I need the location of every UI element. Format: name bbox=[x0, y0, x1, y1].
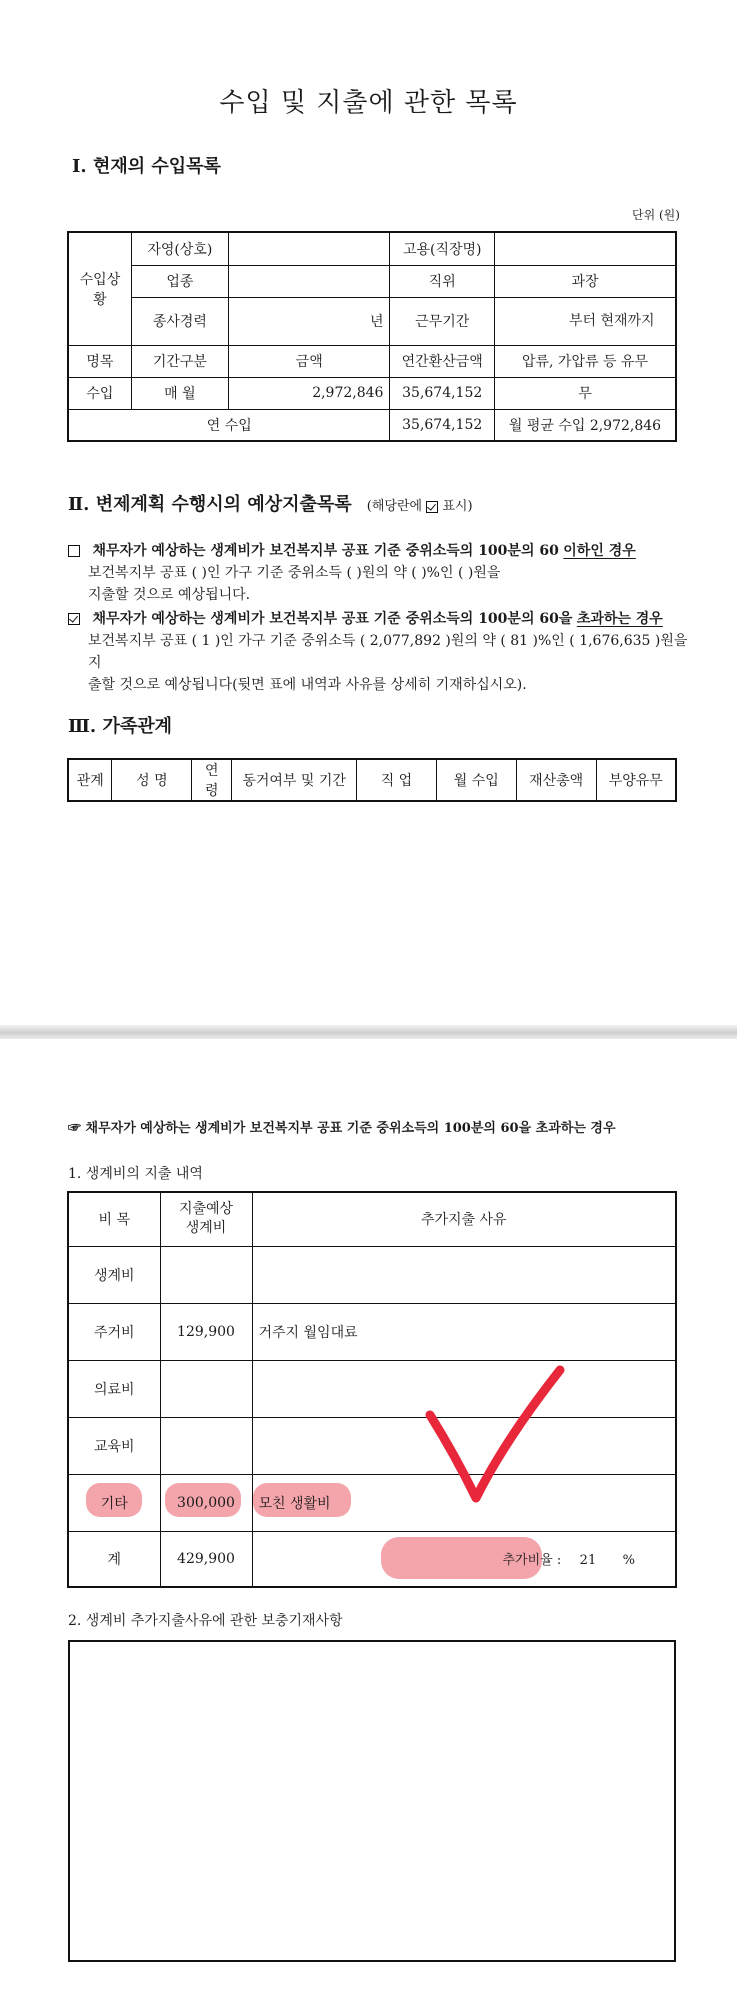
income-group-label: 수입상황 bbox=[68, 232, 131, 345]
expense-header-amount-line1: 지출예상 bbox=[178, 1201, 234, 1218]
option-2-checkbox[interactable] bbox=[68, 613, 80, 625]
section-2-heading: Ⅱ. 변제계획 수행시의 예상지출목록 bbox=[68, 494, 352, 515]
family-col-assets: 재산총액 bbox=[516, 759, 596, 801]
position-value: 과장 bbox=[494, 265, 676, 297]
industry-value bbox=[228, 265, 390, 297]
ratio-label: 추가비율 : bbox=[502, 1553, 562, 1569]
income-table bbox=[67, 231, 677, 442]
option-2-line2: 보건복지부 공표 ( 1 )인 가구 기준 중위소득 ( 2,077,892 )원의 약 ( 81 )%인 ( 1,676,635 )원을 지 bbox=[88, 633, 688, 671]
self-employed-value bbox=[228, 232, 390, 265]
expense-ratio-cell bbox=[252, 1531, 676, 1587]
expense-row-housing-amount: 129,900 bbox=[160, 1303, 252, 1360]
period-value bbox=[494, 297, 676, 345]
header-amount: 금액 bbox=[228, 345, 390, 377]
option-2 bbox=[68, 608, 688, 696]
option-1-bold: 채무자가 예상하는 생계비가 보건복지부 공표 기준 중위소득의 100분의 60 bbox=[92, 543, 559, 559]
position-label: 직위 bbox=[390, 265, 494, 297]
expense-row-living-amount bbox=[160, 1246, 252, 1303]
family-col-cohabit: 동거여부 및 기간 bbox=[232, 759, 357, 801]
family-col-name: 성 명 bbox=[112, 759, 192, 801]
income-term: 매 월 bbox=[131, 377, 228, 409]
expense-row-living-name: 생계비 bbox=[68, 1246, 160, 1303]
section-2-note bbox=[367, 499, 473, 514]
income-name: 수입 bbox=[68, 377, 131, 409]
income-annual: 35,674,152 bbox=[390, 377, 494, 409]
expense-row-housing-reason: 거주지 월임대료 bbox=[252, 1303, 676, 1360]
expense-header-reason: 추가지출 사유 bbox=[252, 1192, 676, 1246]
ratio-value: 21 bbox=[579, 1553, 597, 1569]
checkbox-icon bbox=[426, 501, 438, 513]
self-employed-label: 자영(상호) bbox=[131, 232, 228, 265]
option-2-underline: 초과하는 경우 bbox=[576, 611, 663, 627]
annual-income-total: 35,674,152 bbox=[390, 409, 494, 441]
expense-row-etc-amount: 300,000 bbox=[160, 1474, 252, 1531]
option-1-line2: 보건복지부 공표 ( )인 가구 기준 중위소득 ( )원의 약 ( )%인 ( )원을 bbox=[88, 565, 501, 581]
section-3-heading: Ⅲ. 가족관계 bbox=[68, 716, 173, 737]
header-annual: 연간환산금액 bbox=[390, 345, 494, 377]
family-col-job: 직 업 bbox=[357, 759, 437, 801]
section-2-note-pre: (해당란에 bbox=[366, 499, 423, 514]
expense-header-amount bbox=[160, 1192, 252, 1246]
employment-value bbox=[494, 232, 676, 265]
expense-row-etc-name: 기타 bbox=[68, 1474, 160, 1531]
expense-row-medical-amount bbox=[160, 1360, 252, 1417]
expense-row-medical-name: 의료비 bbox=[68, 1360, 160, 1417]
employment-label: 고용(직장명) bbox=[390, 232, 494, 265]
header-term: 기간구분 bbox=[131, 345, 228, 377]
industry-label: 업종 bbox=[131, 265, 228, 297]
header-seizure: 압류, 가압류 등 유무 bbox=[494, 345, 676, 377]
page-divider bbox=[0, 1025, 737, 1039]
income-amount: 2,972,846 bbox=[228, 377, 390, 409]
section-2-note-post: 표시) bbox=[442, 499, 473, 514]
unit-label: 단위 (원) bbox=[632, 208, 680, 222]
option-2-line3: 출할 것으로 예상됩니다(뒷면 표에 내역과 사유를 상세히 기재하십시오). bbox=[88, 677, 527, 693]
option-1-line3: 지출할 것으로 예상됩니다. bbox=[88, 587, 251, 603]
family-col-support: 부양유무 bbox=[596, 759, 676, 801]
expense-total-label: 계 bbox=[68, 1531, 160, 1587]
family-col-income: 월 수입 bbox=[436, 759, 516, 801]
expense-row-housing-name: 주거비 bbox=[68, 1303, 160, 1360]
option-1 bbox=[68, 540, 688, 606]
document-title: 수입 및 지출에 관한 목록 bbox=[219, 88, 518, 118]
period-value-text: 부터 현재까지 bbox=[568, 312, 655, 329]
expense-row-living-reason bbox=[252, 1246, 676, 1303]
section-2-heading-row bbox=[68, 490, 473, 516]
expense-header-amount-line2: 생계비 bbox=[185, 1220, 227, 1237]
career-value: 년 bbox=[228, 297, 390, 345]
header-name: 명목 bbox=[68, 345, 131, 377]
section-1-heading: Ⅰ. 현재의 수입목록 bbox=[72, 156, 221, 177]
family-col-relation: 관계 bbox=[68, 759, 112, 801]
expense-header-item: 비 목 bbox=[68, 1192, 160, 1246]
expense-row-education-amount bbox=[160, 1417, 252, 1474]
family-table bbox=[67, 758, 677, 802]
period-label: 근무기간 bbox=[390, 297, 494, 345]
expense-row-education-name: 교육비 bbox=[68, 1417, 160, 1474]
expense-table bbox=[67, 1191, 677, 1588]
expense-row-etc-reason: 모친 생활비 bbox=[252, 1474, 676, 1531]
page2-notice: ☞ 채무자가 예상하는 생계비가 보건복지부 공표 기준 중위소득의 100분의 60을 초과하는 경우 bbox=[68, 1121, 616, 1136]
check-mark-icon bbox=[420, 1360, 570, 1510]
expense-total-amount: 429,900 bbox=[160, 1531, 252, 1587]
ratio-unit: % bbox=[622, 1553, 636, 1569]
subsection-2-heading: 2. 생계비 추가지출사유에 관한 보충기재사항 bbox=[68, 1613, 343, 1629]
career-label: 종사경력 bbox=[131, 297, 228, 345]
option-1-underline: 이하인 경우 bbox=[563, 543, 636, 559]
monthly-average: 월 평균 수입 2,972,846 bbox=[494, 409, 676, 441]
family-col-age: 연령 bbox=[192, 759, 232, 801]
annual-income-label: 연 수입 bbox=[68, 409, 390, 441]
option-2-bold: 채무자가 예상하는 생계비가 보건복지부 공표 기준 중위소득의 100분의 60을 bbox=[92, 611, 573, 627]
income-seizure: 무 bbox=[494, 377, 676, 409]
supplementary-notes-box[interactable] bbox=[68, 1640, 676, 1962]
subsection-1-heading: 1. 생계비의 지출 내역 bbox=[68, 1166, 203, 1182]
option-1-checkbox[interactable] bbox=[68, 545, 80, 557]
